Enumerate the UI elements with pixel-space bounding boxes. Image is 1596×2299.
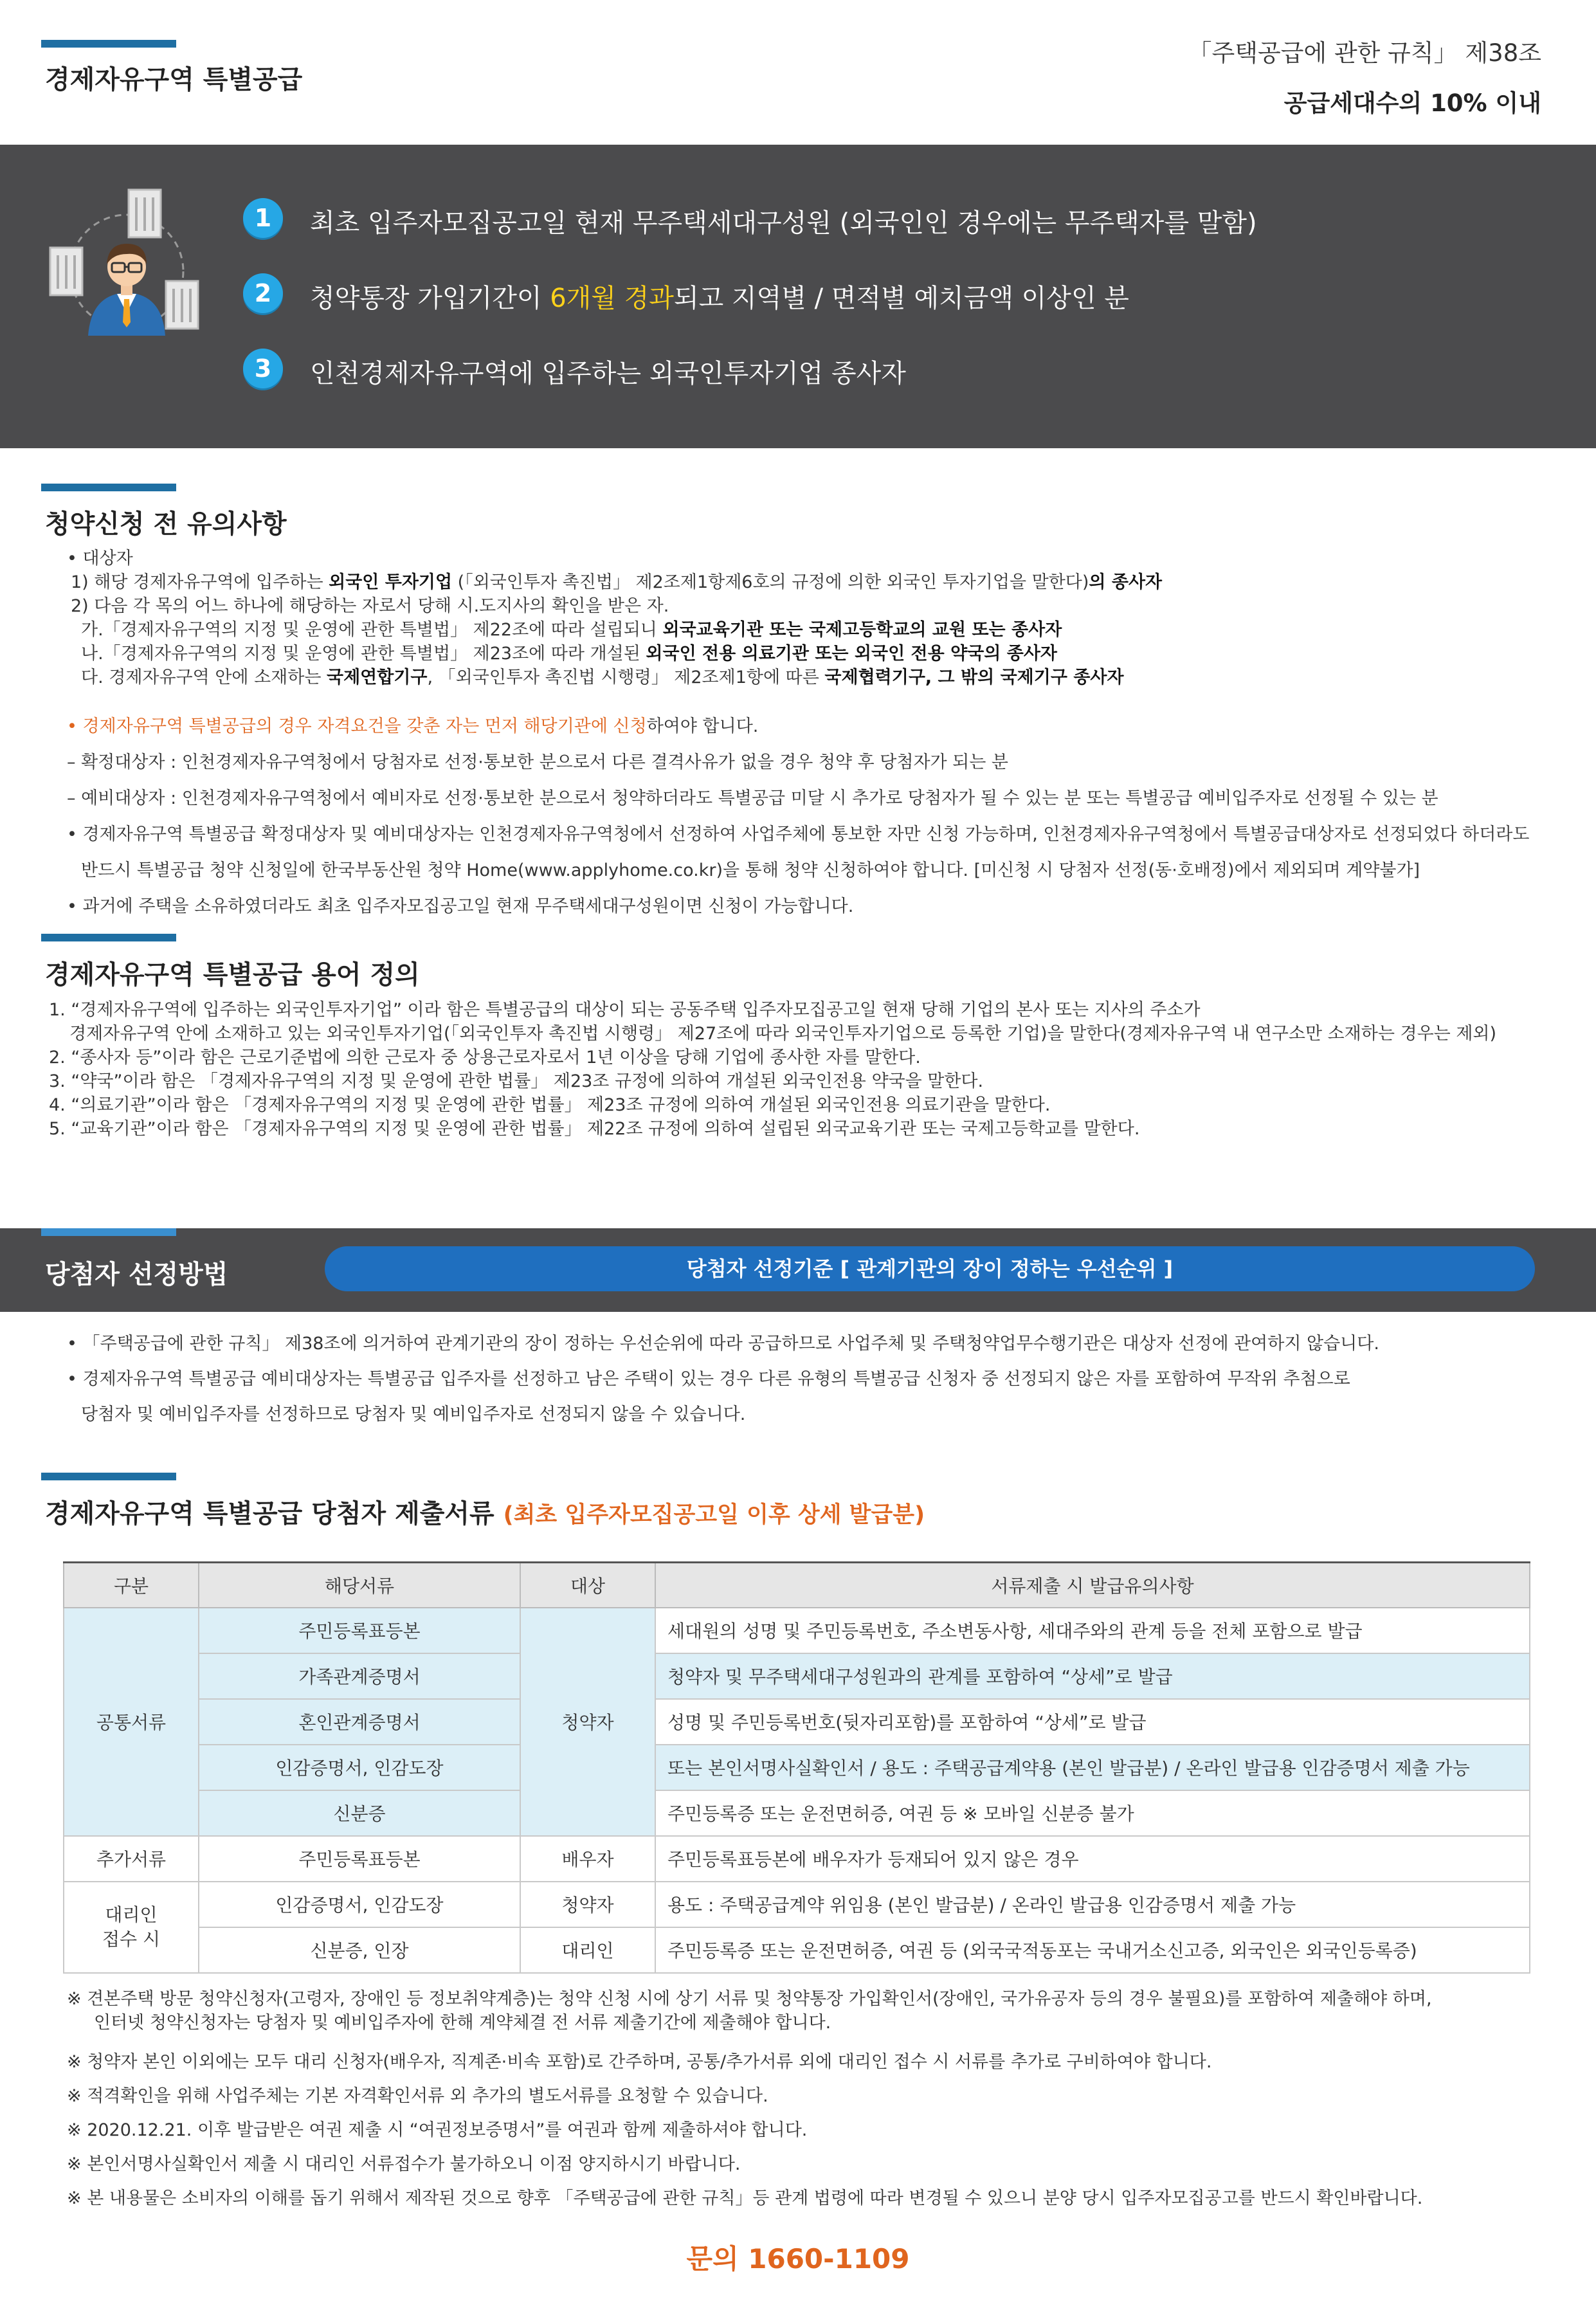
- header-category: 구분: [64, 1563, 199, 1608]
- doc-name: 인감증명서, 인감도장: [199, 1745, 520, 1790]
- documents-table: [63, 1561, 1530, 1974]
- table-row: [64, 1927, 1530, 1973]
- selection-criteria-pill: 당첨자 선정기준 [ 관계기관의 장이 정하는 우선순위 ]: [325, 1246, 1535, 1291]
- reserve-target-definition: – 예비대상자 : 인천경제자유구역청에서 예비자로 선정·통보한 분으로서 청약하더라도 특별공급 미달 시 추가로 당첨자가 될 수 있는 분 또는 특별공급 예비입주자로 선정될 수 있는 분: [67, 788, 1438, 808]
- doc-note: 주민등록표등본에 배우자가 등재되어 있지 않은 경우: [655, 1836, 1530, 1882]
- confirmed-target-definition: – 확정대상자 : 인천경제자유구역청에서 당첨자로 선정·통보한 분으로서 다른 결격사유가 없을 경우 청약 후 당첨자가 되는 분: [67, 752, 1009, 772]
- target-item-2: 2) 다음 각 목의 어느 하나에 해당하는 자로서 당해 시.도지사의 확인을 받은 자.: [71, 596, 669, 616]
- selection-note-2: • 경제자유구역 특별공급 예비대상자는 특별공급 입주자를 선정하고 남은 주택이 있는 경우 다른 유형의 특별공급 신청자 중 선정되지 않은 자를 포함하여 무작위 추첨으로: [67, 1369, 1350, 1389]
- doc-target: 청약자: [520, 1882, 655, 1927]
- doc-name: 주민등록표등본: [199, 1836, 520, 1882]
- doc-name: 가족관계증명서: [199, 1653, 520, 1699]
- footnote-2: ※ 청약자 본인 이외에는 모두 대리 신청자(배우자, 직계존·비속 포함)로 간주하며, 공통/추가서류 외에 대리인 접수 시 서류를 추가로 구비하여야 합니다.: [67, 2052, 1212, 2072]
- doc-name: 혼인관계증명서: [199, 1699, 520, 1745]
- table-row: [64, 1699, 1530, 1745]
- table-row: [64, 1745, 1530, 1790]
- term-2: 2. “종사자 등”이라 함은 근로기준법에 의한 근로자 중 상용근로자로서 1년 이상을 당해 기업에 종사한 자를 말한다.: [49, 1048, 921, 1068]
- selection-note-3: 당첨자 및 예비입주자를 선정하므로 당첨자 및 예비입주자로 선정되지 않을 수 있습니다.: [81, 1404, 746, 1424]
- docs-accent-bar: [41, 1473, 176, 1480]
- header-target: 대상: [520, 1563, 655, 1608]
- doc-name: 주민등록표등본: [199, 1608, 520, 1653]
- footnotes: [67, 1987, 1432, 2215]
- doc-note: 세대원의 성명 및 주민등록번호, 주소변동사항, 세대주와의 관계 등을 전체 포함으로 발급: [655, 1608, 1530, 1653]
- selection-accent-bar: [41, 1228, 176, 1236]
- criterion-number-3: 3: [243, 349, 283, 388]
- target-item-2b: 나.「경제자유구역의 지정 및 운영에 관한 특별법」 제23조에 따라 개설된 외국인 전용 의료기관 또는 외국인 전용 약국의 종사자: [81, 644, 1058, 664]
- criterion-2-highlight: 6개월 경과: [550, 284, 674, 313]
- criterion-1-text: 최초 입주자모집공고일 현재 무주택세대구성원 (외국인인 경우에는 무주택자를 말함): [310, 208, 1257, 238]
- doc-name: 신분증, 인장: [199, 1927, 520, 1973]
- doc-target: 대리인: [520, 1927, 655, 1973]
- docs-title-note: (최초 입주자모집공고일 이후 상세 발급분): [503, 1502, 925, 1528]
- rule-reference: 「주택공급에 관한 규칙」 제38조: [1188, 39, 1541, 67]
- table-row: [64, 1790, 1530, 1836]
- term-1-continued: 경제자유구역 안에 소재하고 있는 외국인투자기업(「외국인투자 촉진법 시행령」 제27조에 따라 외국인투자기업으로 등록한 기업)을 말한다(경제자유구역 내 연구소만 소재하는 경우는 제외): [69, 1024, 1497, 1044]
- term-3: 3. “약국”이라 함은 「경제자유구역의 지정 및 운영에 관한 법률」 제23조 규정에 의하여 개설된 외국인전용 약국을 말한다.: [49, 1071, 984, 1091]
- doc-name: 인감증명서, 인감도장: [199, 1882, 520, 1927]
- target-item-1: 1) 해당 경제자유구역에 입주하는 외국인 투자기업 (「외국인투자 촉진법」 제2조제1항제6호의 규정에 의한 외국인 투자기업을 말한다)의 종사자: [71, 572, 1163, 592]
- target-label: • 대상자: [67, 549, 133, 568]
- supply-limit: 공급세대수의 10% 이내: [1283, 89, 1541, 117]
- table-header-row: [64, 1563, 1530, 1608]
- terms-section-title: 경제자유구역 특별공급 용어 정의: [45, 960, 420, 990]
- table-row: [64, 1653, 1530, 1699]
- table-row: [64, 1882, 1530, 1927]
- notes-section-title: 청약신청 전 유의사항: [45, 509, 287, 539]
- header-document: 해당서류: [199, 1563, 520, 1608]
- doc-name: 신분증: [199, 1790, 520, 1836]
- term-1: 1. “경제자유구역에 입주하는 외국인투자기업” 이라 함은 특별공급의 대상이 되는 공동주택 입주자모집공고일 현재 당해 기업의 본사 또는 지사의 주소가: [49, 1000, 1201, 1020]
- selection-section-title: 당첨자 선정방법: [45, 1260, 228, 1289]
- notes-bullets: [67, 709, 1529, 925]
- criterion-2-text: 청약통장 가입기간이 6개월 경과되고 지역별 / 면적별 예치금액 이상인 분: [310, 284, 1129, 313]
- criterion-number-2: 2: [243, 273, 283, 313]
- doc-note: 주민등록증 또는 운전면허증, 여권 등 ※ 모바일 신분증 불가: [655, 1790, 1530, 1836]
- terms-accent-bar: [41, 934, 176, 941]
- selection-notice-1: • 경제자유구역 특별공급 확정대상자 및 예비대상자는 인천경제자유구역청에서 선정하여 사업주체에 통보한 자만 신청 가능하며, 인천경제자유구역청에서 특별공급대상자로 선정되었다 하더라도: [67, 824, 1530, 844]
- header-accent-bar: [41, 40, 176, 48]
- doc-note: 성명 및 주민등록번호(뒷자리포함)를 포함하여 “상세”로 발급: [655, 1699, 1530, 1745]
- target-item-2c: 다. 경제자유구역 안에 소재하는 국제연합기구, 「외국인투자 촉진법 시행령」 제2조제1항에 따른 국제협력기구, 그 밖의 국제기구 종사자: [81, 668, 1124, 687]
- criterion-number-1: 1: [243, 198, 283, 238]
- notes-list: [67, 547, 1162, 689]
- category-extra: 추가서류: [64, 1836, 199, 1882]
- apply-first-warning: • 경제자유구역 특별공급의 경우 자격요건을 갖춘 자는 먼저 해당기관에 신청하여야 합니다.: [67, 716, 759, 736]
- doc-note: 또는 본인서명사실확인서 / 용도 : 주택공급계약용 (본인 발급분) / 온라인 발급용 인감증명서 제출 가능: [655, 1745, 1530, 1790]
- footnote-6: ※ 본 내용물은 소비자의 이해를 돕기 위해서 제작된 것으로 향후 「주택공급에 관한 규칙」등 관계 법령에 따라 변경될 수 있으니 분양 당시 입주자모집공고를 반드시 확인바랍니다.: [67, 2188, 1423, 2208]
- footnote-5: ※ 본인서명사실확인서 제출 시 대리인 서류접수가 불가하오니 이점 양지하시기 바랍니다.: [67, 2154, 741, 2174]
- table-row: [64, 1608, 1530, 1653]
- selection-notes: [67, 1326, 1379, 1432]
- table-row: [64, 1836, 1530, 1882]
- header-notes: 서류제출 시 발급유의사항: [655, 1563, 1530, 1608]
- house-ownership-notice: • 과거에 주택을 소유하였더라도 최초 입주자모집공고일 현재 무주택세대구성원이면 신청이 가능합니다.: [67, 896, 854, 916]
- contact-phone: 문의 1660-1109: [686, 2243, 910, 2275]
- category-common: 공통서류: [64, 1608, 199, 1836]
- docs-section-title: 경제자유구역 특별공급 당첨자 제출서류 (최초 입주자모집공고일 이후 상세 발급분): [45, 1499, 925, 1529]
- doc-target: 배우자: [520, 1836, 655, 1882]
- term-5: 5. “교육기관”이라 함은 「경제자유구역의 지정 및 운영에 관한 법률」 제22조 규정에 의하여 설립된 외국교육기관 또는 국제고등학교를 말한다.: [49, 1119, 1140, 1139]
- footnote-3: ※ 적격확인을 위해 사업주체는 기본 자격확인서류 외 추가의 별도서류를 요청할 수 있습니다.: [67, 2086, 768, 2106]
- category-proxy: 대리인 접수 시: [64, 1882, 199, 1973]
- footnote-1: ※ 견본주택 방문 청약신청자(고령자, 장애인 등 정보취약계층)는 청약 신청 시에 상기 서류 및 청약통장 가입확인서(장애인, 국가유공자 등의 경우 불필요)를 포함하여 제출해야 하며,: [67, 1989, 1432, 2009]
- notes-accent-bar: [41, 484, 176, 491]
- doc-note: 주민등록증 또는 운전면허증, 여권 등 (외국국적동포는 국내거소신고증, 외국인은 외국인등록증): [655, 1927, 1530, 1973]
- criteria-panel: [0, 145, 1596, 448]
- term-4: 4. “의료기관”이라 함은 「경제자유구역의 지정 및 운영에 관한 법률」 제23조 규정에 의하여 개설된 외국인전용 의료기관을 말한다.: [49, 1095, 1051, 1115]
- selection-note-1: • 「주택공급에 관한 규칙」 제38조에 의거하여 관계기관의 장이 정하는 우선순위에 따라 공급하므로 사업주체 및 주택청약업무수행기관은 대상자 선정에 관여하지 않습니다.: [67, 1334, 1379, 1354]
- terms-list: [49, 998, 1496, 1141]
- selection-notice-2: 반드시 특별공급 청약 신청일에 한국부동산원 청약 Home(www.applyhome.co.kr)을 통해 청약 신청하여야 합니다. [미신청 시 당첨자 선정(동·호배정)에서 제외되며 계약불가]: [81, 860, 1420, 880]
- person-buildings-illustration-icon: [40, 185, 213, 352]
- target-item-2a: 가.「경제자유구역의 지정 및 운영에 관한 특별법」 제22조에 따라 설립되니 외국교육기관 또는 국제고등학교의 교원 또는 종사자: [81, 620, 1062, 640]
- criterion-3-text: 인천경제자유구역에 입주하는 외국인투자기업 종사자: [310, 359, 906, 388]
- footnote-1-continued: 인터넷 청약신청자는 당첨자 및 예비입주자에 한해 계약체결 전 서류 제출기간에 제출해야 합니다.: [94, 2013, 831, 2033]
- page-title: 경제자유구역 특별공급: [45, 65, 303, 95]
- doc-note: 청약자 및 무주택세대구성원과의 관계를 포함하여 “상세”로 발급: [655, 1653, 1530, 1699]
- target-applicant: 청약자: [520, 1608, 655, 1836]
- doc-note: 용도 : 주택공급계약 위임용 (본인 발급분) / 온라인 발급용 인감증명서 제출 가능: [655, 1882, 1530, 1927]
- footnote-4: ※ 2020.12.21. 이후 발급받은 여권 제출 시 “여권정보증명서”를 여권과 함께 제출하셔야 합니다.: [67, 2120, 808, 2140]
